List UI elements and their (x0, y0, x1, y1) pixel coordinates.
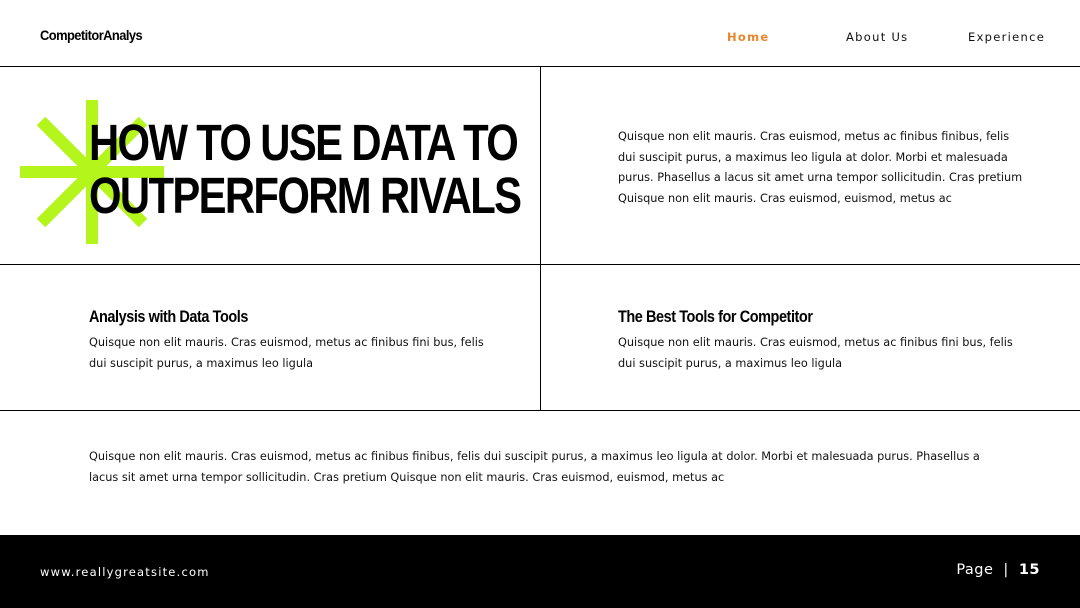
title-line-2: OUTPERFORM RIVALS (89, 167, 521, 224)
section-title-analysis: Analysis with Data Tools (89, 307, 248, 326)
nav-experience[interactable]: Experience (968, 30, 1046, 44)
page-title (89, 114, 521, 224)
page-indicator (956, 562, 1040, 578)
page-number: 15 (1018, 562, 1040, 578)
website-link[interactable]: www.reallygreatsite.com (40, 565, 210, 579)
header-bar (0, 0, 1080, 67)
section-text-analysis: Quisque non elit mauris. Cras euismod, metus ac finibus fini bus, felis dui suscipit purus, a maximus leo ligula (89, 336, 484, 370)
footer-bar (0, 535, 1080, 608)
nav-about-us[interactable]: About Us (846, 30, 909, 44)
row-divider-bottom (0, 410, 1080, 411)
section-text-best-tools: Quisque non elit mauris. Cras euismod, metus ac finibus fini bus, felis dui suscipit purus, a maximus leo ligula (618, 336, 1013, 370)
brand-logo[interactable]: CompetitorAnalys (40, 27, 143, 43)
row-divider-top (0, 264, 1080, 265)
title-line-1: HOW TO USE DATA TO (89, 114, 518, 171)
page-separator: | (1003, 562, 1009, 578)
section-title-best-tools: The Best Tools for Competitor (618, 307, 813, 326)
nav-home[interactable]: Home (727, 30, 770, 44)
column-divider (540, 67, 541, 411)
bottom-paragraph: Quisque non elit mauris. Cras euismod, metus ac finibus finibus, felis dui suscipit purus, a maximus leo ligula at dolor. Morbi et malesuada purus. Phasellus a lacus sit amet urna tempor sollicitudin. Cras pretium Quisque non elit mauris. Cras euismod, euismod, metus ac (89, 450, 980, 484)
page-label: Page (956, 562, 994, 578)
intro-paragraph: Quisque non elit mauris. Cras euismod, metus ac finibus finibus, felis dui suscipit purus, a maximus leo ligula at dolor. Morbi et malesuada purus. Phasellus a lacus sit amet urna tempor sollicitudin. Cras pretium Quisque non elit mauris. Cras euismod, euismod, metus ac (618, 130, 1023, 205)
